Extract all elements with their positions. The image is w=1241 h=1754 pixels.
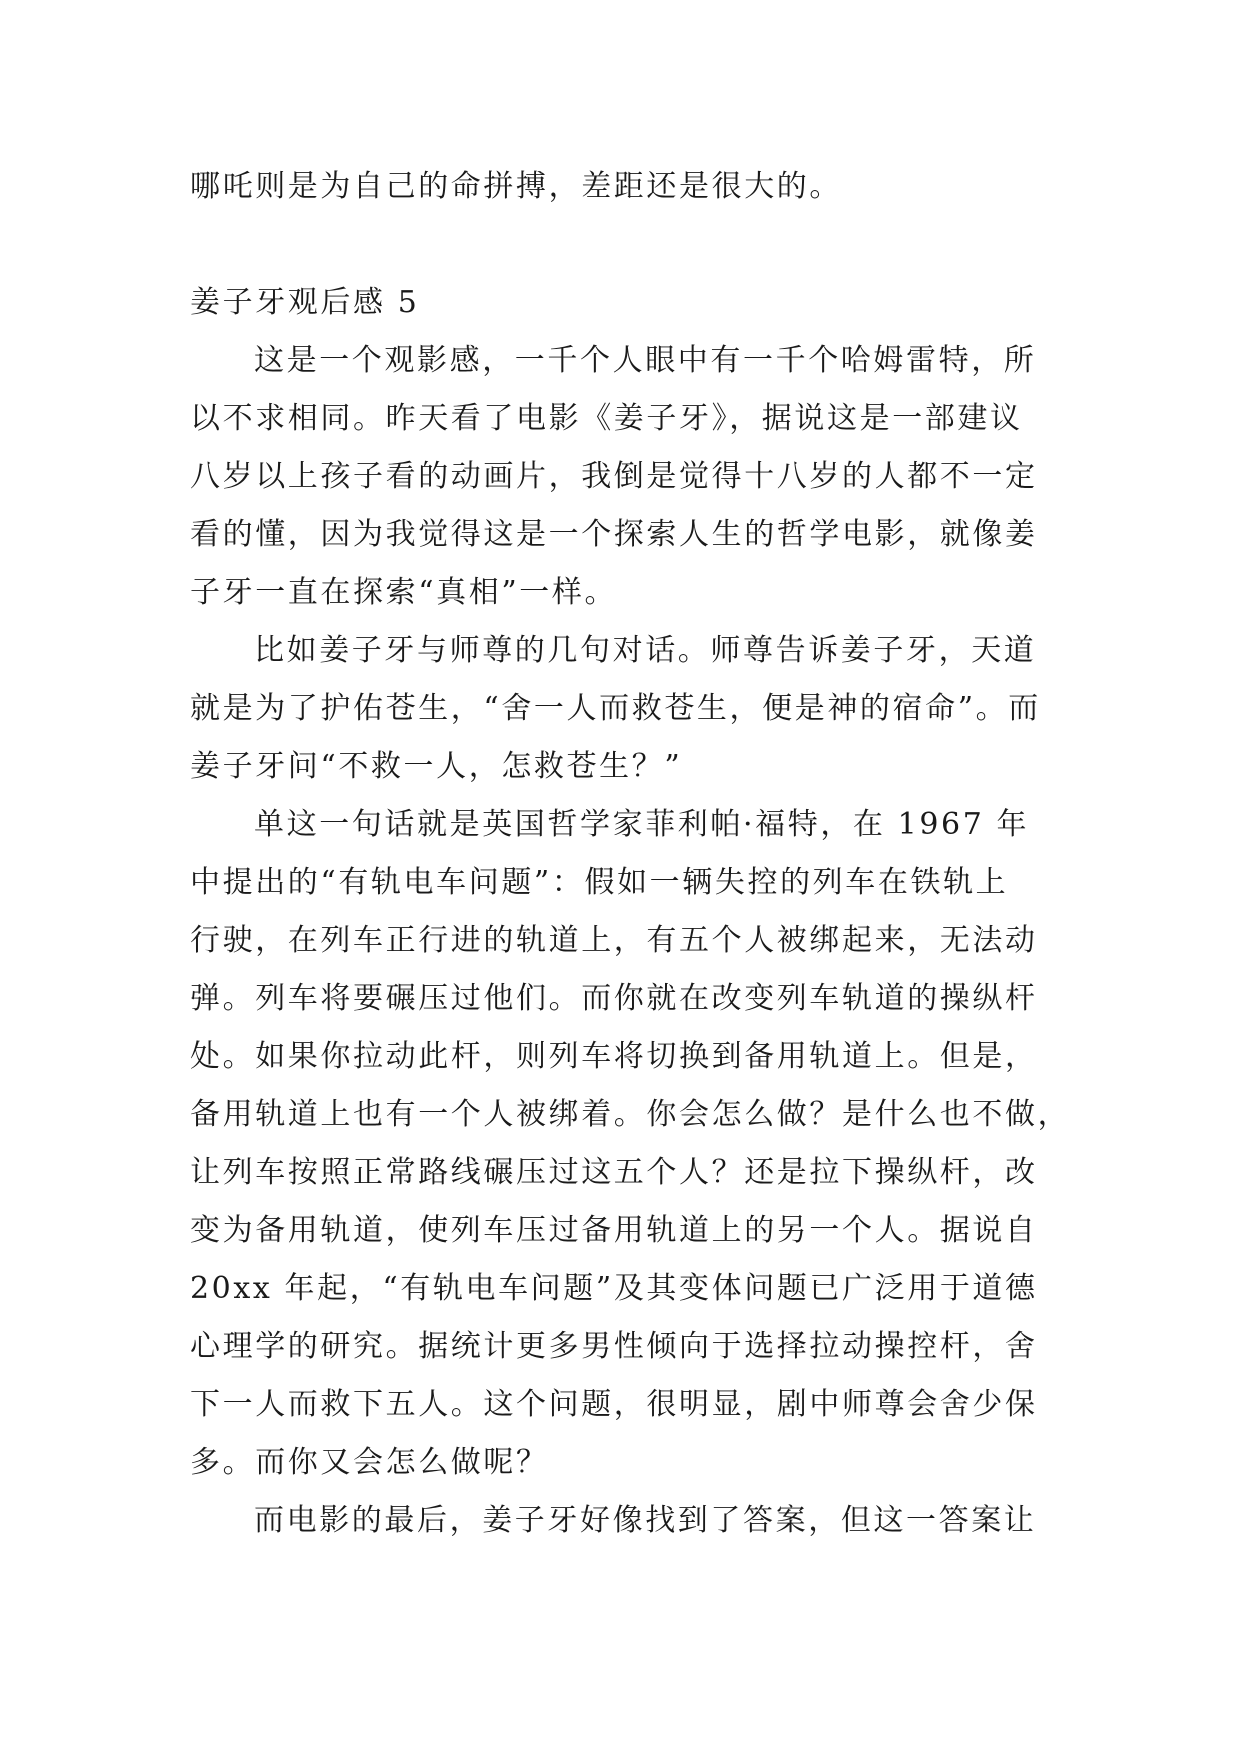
paragraph bbox=[190, 796, 1071, 1492]
text-line: 弹。列车将要碾压过他们。而你就在改变列车轨道的操纵杆 bbox=[190, 981, 1038, 1016]
text-line: 变为备用轨道，使列车压过备用轨道上的另一个人。据说自 bbox=[190, 1213, 1038, 1248]
text-line: 心理学的研究。据统计更多男性倾向于选择拉动操控杆，舍 bbox=[190, 1329, 1038, 1364]
document-body bbox=[190, 158, 1071, 1550]
text-line: 单这一句话就是英国哲学家菲利帕·福特，在 1967 年 bbox=[254, 807, 1030, 842]
text-line: 子牙一直在探索“真相”一样。 bbox=[190, 575, 618, 610]
text-line: 处。如果你拉动此杆，则列车将切换到备用轨道上。但是， bbox=[190, 1039, 1038, 1074]
text-line: 以不求相同。昨天看了电影《姜子牙》，据说这是一部建议 bbox=[190, 401, 1023, 436]
text-line: 备用轨道上也有一个人被绑着。你会怎么做？是什么也不做， bbox=[190, 1097, 1071, 1132]
text-line: 就是为了护佑苍生，“舍一人而救苍生，便是神的宿命”。而 bbox=[190, 691, 1041, 726]
text-line: 多。而你又会怎么做呢？ bbox=[190, 1445, 549, 1480]
text-line: 哪吒则是为自己的命拼搏，差距还是很大的。 bbox=[190, 169, 842, 204]
section-title: 姜子牙观后感 5 bbox=[190, 285, 420, 320]
paragraph bbox=[190, 1492, 1060, 1550]
text-line: 而电影的最后，姜子牙好像找到了答案，但这一答案让 bbox=[254, 1503, 1037, 1538]
text-line: 行驶，在列车正行进的轨道上，有五个人被绑起来，无法动 bbox=[190, 923, 1038, 958]
paragraph bbox=[190, 622, 1060, 796]
text-line: 八岁以上孩子看的动画片，我倒是觉得十八岁的人都不一定 bbox=[190, 459, 1038, 494]
text-line: 下一人而救下五人。这个问题，很明显，剧中师尊会舍少保 bbox=[190, 1387, 1038, 1422]
text-line: 姜子牙问“不救一人，怎救苍生？” bbox=[190, 749, 683, 784]
text-line: 20xx 年起，“有轨电车问题”及其变体问题已广泛用于道德 bbox=[190, 1271, 1038, 1306]
text-line: 让列车按照正常路线碾压过这五个人？还是拉下操纵杆，改 bbox=[190, 1155, 1038, 1190]
text-line: 看的懂，因为我觉得这是一个探索人生的哲学电影，就像姜 bbox=[190, 517, 1038, 552]
text-line: 比如姜子牙与师尊的几句对话。师尊告诉姜子牙，天道 bbox=[254, 633, 1037, 668]
paragraph bbox=[190, 332, 1060, 622]
text-line: 中提出的“有轨电车问题”：假如一辆失控的列车在铁轨上 bbox=[190, 865, 1009, 900]
text-line: 这是一个观影感，一千个人眼中有一千个哈姆雷特，所 bbox=[254, 343, 1037, 378]
